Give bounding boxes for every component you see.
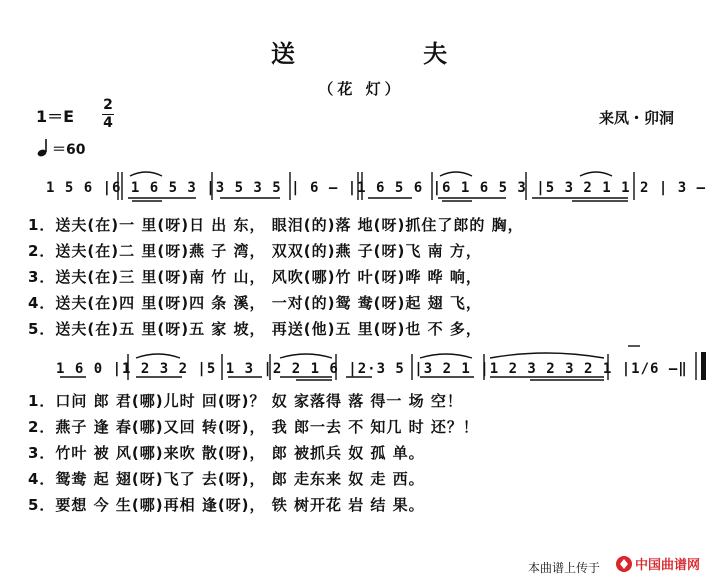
time-signature-top: 2 (103, 97, 113, 113)
lyric-line: 1．口问 郎 君(哪)儿时 回(呀)？ 奴 家落得 落 得一 场 空！ (28, 392, 463, 410)
song-subtitle: （花 灯） (318, 80, 404, 98)
lyric-line: 5．送夫(在)五 里(呀)五 家 坡， 再送(他)五 里(呀)也 不 多， (28, 320, 482, 338)
site-logo (614, 553, 716, 575)
song-title: 送 夫 (270, 40, 508, 68)
lyric-line: 4．送夫(在)四 里(呀)四 条 溪， 一对(的)鸳 鸯(呀)起 翅 飞， (28, 294, 482, 312)
notation-line-2: 1 6 0 |1 2 3 2 |5 1 3 |2 2 1 6 |2·3 5 |3 2 1 |1 2 3 2 3 2 1 |1/6 —‖ (56, 361, 688, 377)
lyric-line: 1．送夫(在)一 里(呀)日 出 东， 眼泪(的)落 地(呀)抓住了郎的 胸， (28, 216, 524, 234)
lyric-line: 3．竹叶 被 风(哪)来吹 散(呀)， 郎 被抓兵 奴 孤 单。 (28, 444, 425, 462)
lyric-line: 2．送夫(在)二 里(呀)燕 子 湾， 双双(的)燕 子(呀)飞 南 方， (28, 242, 482, 260)
tempo-marking: ＝60 (52, 142, 86, 158)
upload-credit: 本曲谱上传于 (528, 561, 601, 575)
time-signature-bottom: 4 (103, 115, 113, 131)
lyric-line: 3．送夫(在)三 里(呀)南 竹 山， 风吹(哪)竹 叶(呀)哗 哗 响， (28, 268, 482, 286)
composer-credit: 来凤・卯洞 (599, 109, 675, 127)
lyric-line: 5．要想 今 生(哪)再相 逢(呀)， 铁 树开花 岩 结 果。 (28, 496, 425, 514)
key-signature: 1＝E (36, 107, 75, 126)
lyric-line: 2．燕子 逢 春(哪)又回 转(呀)， 我 郎一去 不 知几 时 还？！ (28, 418, 479, 436)
svg-text:中国曲谱网: 中国曲谱网 (635, 558, 701, 573)
lyric-line: 4．鸳鸯 起 翅(呀)飞了 去(呀)， 郎 走东来 奴 走 西。 (28, 470, 425, 488)
notation-line-1: 1 5 6 |6 1 6 5 3 |3 5 3 5 | 6 — |1 6 5 6 |6 1 6 5 3 |5 3 2 1 1 2 | 3 — (46, 180, 707, 196)
